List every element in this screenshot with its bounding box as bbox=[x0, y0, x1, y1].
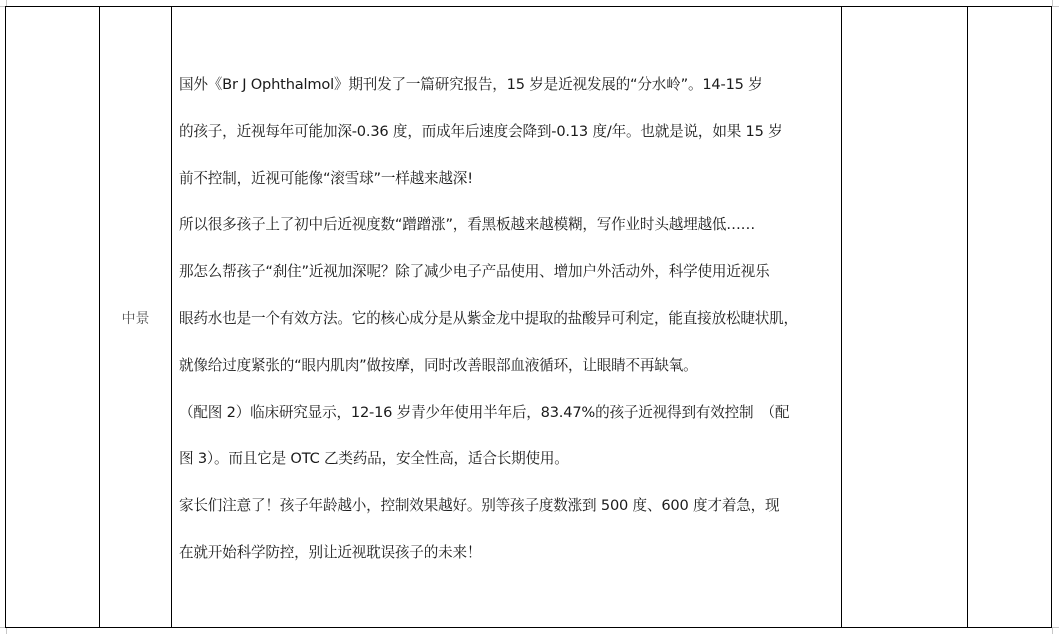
shot-type-cell: 中景 bbox=[121, 311, 150, 327]
table-column-divider bbox=[841, 6, 842, 628]
table-column-divider bbox=[171, 6, 172, 628]
text-line: 家长们注意了！孩子年龄越小，控制效果越好。别等孩子度数涨到 500 度、600 度才着急，现 bbox=[179, 497, 780, 515]
script-content-cell bbox=[179, 72, 839, 587]
page-corner-mark bbox=[1052, 0, 1059, 7]
text-line: 就像给过度紧张的“眼内肌肉”做按摩，同时改善眼部血液循环，让眼睛不再缺氧。 bbox=[179, 356, 698, 374]
page-corner-mark bbox=[1052, 627, 1059, 634]
table-border-right bbox=[1051, 6, 1052, 628]
text-line: 在就开始科学防控，别让近视耽误孩子的未来！ bbox=[179, 543, 482, 561]
table-border-left bbox=[5, 6, 6, 628]
text-line: 国外《Br J Ophthalmol》期刊发了一篇研究报告，15 岁是近视发展的“分水岭”。14-15 岁 bbox=[179, 76, 763, 93]
table-column-divider bbox=[967, 6, 968, 628]
text-line: 那怎么帮孩子“刹住”近视加深呢？除了减少电子产品使用、增加户外活动外，科学使用近视乐 bbox=[179, 263, 770, 281]
text-line: 前不控制，近视可能像“滚雪球”一样越来越深! bbox=[179, 169, 473, 187]
text-line: 所以很多孩子上了初中后近视度数“蹭蹭涨”，看黑板越来越模糊，写作业时头越埋越低…… bbox=[179, 216, 756, 234]
text-line: （配图 2）临床研究显示，12-16 岁青少年使用半年后，83.47%的孩子近视得到有效控制 （配 bbox=[179, 403, 790, 421]
text-line: 图 3）。而且它是 OTC 乙类药品，安全性高，适合长期使用。 bbox=[179, 450, 569, 468]
page-corner-mark bbox=[0, 627, 7, 634]
text-line: 的孩子，近视每年可能加深-0.36 度，而成年后速度会降到-0.13 度/年。也就是说，如果 15 岁 bbox=[179, 122, 783, 140]
text-line: 眼药水也是一个有效方法。它的核心成分是从紫金龙中提取的盐酸异可利定，能直接放松睫状肌， bbox=[179, 309, 798, 327]
